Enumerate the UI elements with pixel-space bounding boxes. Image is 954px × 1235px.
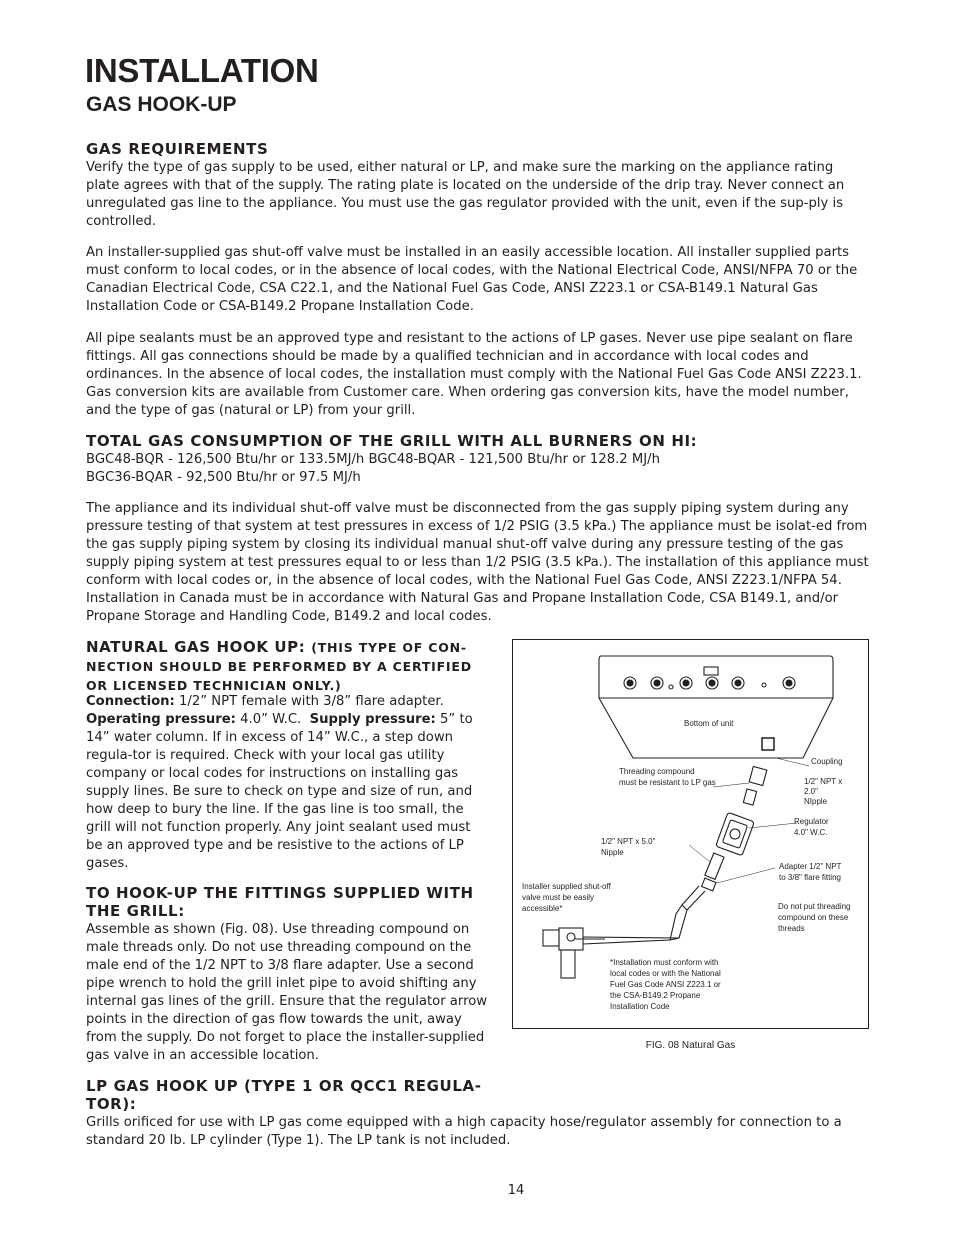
nipple-5in-label-1: 1/2" NPT x 5.0" <box>601 837 656 846</box>
grill-body <box>599 698 833 758</box>
regulator <box>716 812 755 855</box>
natural-gas-heading-note-1: (THIS TYPE OF CON- <box>311 640 467 655</box>
consumption-line-1: BGC48-BQR - 126,500 Btu/hr or 133.5MJ/h BGC48-BQAR - 121,500 Btu/hr or 128.2 MJ/h <box>86 452 660 467</box>
hookup-diagram <box>513 640 868 1028</box>
nipple-2in <box>743 789 756 805</box>
shutoff-label-1: Installer supplied shut-off <box>522 882 611 891</box>
shutoff-label-2: valve must be easily <box>522 893 595 902</box>
hookup-heading <box>86 884 496 920</box>
lp-gas-heading-line-1: LP GAS HOOK UP (TYPE 1 OR QCC1 REGULA- <box>86 1077 482 1095</box>
nipple-5in <box>705 853 724 879</box>
adapter-label-1: Adapter 1/2" NPT <box>779 862 842 871</box>
natural-gas-heading-note-3: OR LICENSED TECHNICIAN ONLY.) <box>86 678 342 693</box>
operating-pressure-value: 4.0” W.C. <box>240 712 302 727</box>
no-thread-label-1: Do not put threading <box>778 902 851 911</box>
consumption-line-2: BGC36-BQAR - 92,500 Btu/hr or 97.5 MJ/h <box>86 470 361 485</box>
connection-label: Connection: <box>86 694 175 709</box>
flare-adapter <box>702 878 716 891</box>
coupling-label: Coupling <box>811 757 843 766</box>
grill-control-panel <box>599 656 833 698</box>
natural-gas-specs <box>86 693 491 873</box>
supply-pressure-label: Supply pressure: <box>309 712 436 727</box>
figure-natural-gas-diagram <box>512 639 869 1029</box>
bottom-of-unit-label: Bottom of unit <box>684 719 734 728</box>
adapter-label-2: to 3/8" flare fitting <box>779 873 841 882</box>
threading-label-2: must be resistant to LP gas <box>619 778 716 787</box>
nipple-5in-label-2: Nipple <box>601 848 624 857</box>
page-title: INSTALLATION <box>85 52 319 89</box>
gas-requirements-paragraph-1: Verify the type of gas supply to be used, either natural or LP, and make sure the marking on the appliance rating plate agrees with that of the supply. The rating plate is located on the underside of the drip tray. Never connect an unregulated gas line to the appliance. You must use the gas regulator provided with the unit, even if the sup-ply is controlled. <box>86 160 845 229</box>
shutoff-valve <box>543 928 605 978</box>
connection-value: 1/2” NPT female with 3/8” flare adapter. <box>179 694 444 709</box>
install-note-4: the CSA-B149.2 Propane <box>610 991 701 1000</box>
no-thread-label-2: compound on these <box>778 913 849 922</box>
gas-line <box>682 886 705 910</box>
gas-requirements-heading: GAS REQUIREMENTS <box>86 140 269 158</box>
lp-gas-heading <box>86 1077 506 1113</box>
supply-pressure-value: 5” to 14” <box>86 712 473 745</box>
regulator-label-2: 4.0" W.C. <box>794 828 828 837</box>
coupling <box>749 766 767 785</box>
gas-consumption-heading: TOTAL GAS CONSUMPTION OF THE GRILL WITH ALL BURNERS ON HI: <box>86 432 698 450</box>
regulator-label-1: Regulator <box>794 817 829 826</box>
hookup-body: Assemble as shown (Fig. 08). Use threading compound on male threads only. Do not use threading compound on the male end of the 1/2 NPT to 3/8 flare adapter. Use a second pipe wrench to hold the grill inlet pipe to avoid shifting any internal gas lines of the grill. Ensure that the regulator arrow points in the direction of gas flow towards the unit, away from the supply. Do not forget to place the installer-supplied gas valve in an accessible location. <box>86 922 488 1063</box>
lp-gas-body: Grills orificed for use with LP gas come equipped with a high capacity hose/regulator assembly for connection to a standard 20 lb. LP cylinder (Type 1). The LP tank is not included. <box>86 1115 842 1148</box>
page-number: 14 <box>507 1183 525 1198</box>
threading-label-1: Threading compound <box>619 767 695 776</box>
natural-gas-body: water column. If in excess of 14” W.C., a step down regula-tor is required. Check with your local gas utility company or local codes for instructions on installing gas supply lines. Be sure to check on type and size of run, and how deep to bury the line. If the gas line is too small, the grill will not function properly. Any joint sealant used must be an approved type and be resistive to the actions of LP gases. <box>86 730 473 871</box>
hookup-heading-line-1: TO HOOK-UP THE FITTINGS SUPPLIED WITH <box>86 884 474 902</box>
hookup-heading-line-2: THE GRILL: <box>86 902 185 920</box>
lp-gas-heading-line-2: TOR): <box>86 1095 137 1113</box>
natural-gas-heading <box>86 638 496 695</box>
pressure-testing-paragraph: The appliance and its individual shut-off valve must be disconnected from the gas supply piping system during any pressure testing of that system at test pressures in excess of 1/2 PSIG (3.5 kPa.) The appliance must be isolat-ed from the gas supply piping system by closing its individual manual shut-off valve during any pressure testing of the gas supply piping system at test pressures equal to or less than 1/2 PSIG (3.5 kPa.). The installation of this appliance must conform with local codes or, in the absence of local codes, with the National Fuel Gas Code, ANSI Z223.1/NFPA 54. Installation in Canada must be in accordance with Natural Gas and Propane Installation Code, CSA B149.1, and/or Propane Storage and Handling Code, B149.2 and local codes. <box>86 501 869 624</box>
install-note-1: *Installation must conform with <box>610 958 719 967</box>
figure-caption: FIG. 08 Natural Gas <box>645 1040 736 1051</box>
nipple-2in-label-1: 1/2" NPT x <box>804 777 843 786</box>
nipple-2in-label-2: 2.0" <box>804 787 818 796</box>
nipple-2in-label-3: NIpple <box>804 797 828 806</box>
no-thread-label-3: threads <box>778 924 805 933</box>
install-note-5: Installation Code <box>610 1002 670 1011</box>
natural-gas-heading-note-2: NECTION SHOULD BE PERFORMED BY A CERTIFIED <box>86 659 472 674</box>
gas-requirements-paragraph-3: All pipe sealants must be an approved type and resistant to the actions of LP gases. Never use pipe sealant on flare fittings. All gas connections should be made by a qualified technician and in accordance with local codes and ordinances. In the absence of local codes, the installation must comply with the National Fuel Gas Code ANSI Z223.1. Gas conversion kits are available from Customer care. When ordering gas conversion kits, have the model number, and the type of gas (natural or LP) from your grill. <box>86 331 862 418</box>
shutoff-label-3: accessible* <box>522 904 563 913</box>
install-note-2: local codes or with the National <box>610 969 721 978</box>
operating-pressure-label: Operating pressure: <box>86 712 236 727</box>
gas-requirements-paragraph-2: An installer-supplied gas shut-off valve must be installed in an easily accessible location. All installer supplied parts must conform to local codes, or in the absence of local codes, with the National Electrical Code, ANSI/NFPA 70 or the Canadian Electrical Code, CSA C22.1, and the National Fuel Gas Code, ANSI Z223.1 or CSA-B149.1 Natural Gas Installation Code or CSA-B149.2 Propane Installation Code. <box>86 245 858 314</box>
section-title: GAS HOOK-UP <box>86 93 237 116</box>
natural-gas-heading-text: NATURAL GAS HOOK UP: <box>86 638 306 656</box>
install-note-3: Fuel Gas Code ANSI Z223.1 or <box>610 980 721 989</box>
